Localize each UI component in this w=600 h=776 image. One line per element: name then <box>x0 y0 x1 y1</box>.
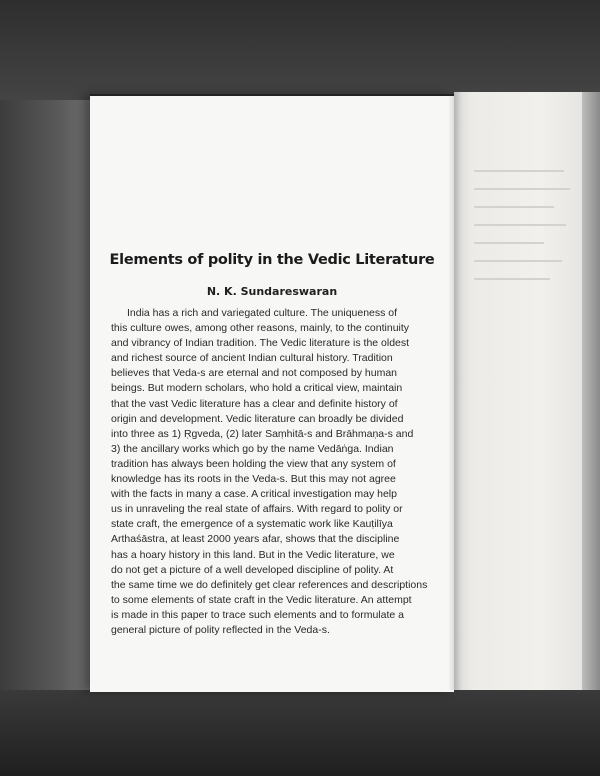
body-line: tradition has always been holding the view that any system of <box>111 457 396 470</box>
article-body <box>111 306 438 638</box>
facing-page <box>454 92 600 690</box>
body-line: and vibrancy of Indian tradition. The Vedic literature is the oldest <box>111 337 410 350</box>
book-gutter <box>448 92 462 690</box>
body-line: us in unraveling the real state of affairs. With regard to polity or <box>111 503 403 516</box>
body-line: beings. But modern scholars, who hold a critical view, maintain <box>111 382 403 395</box>
body-line: believes that Veda-s are eternal and not composed by human <box>111 367 398 380</box>
body-line: and richest source of ancient Indian cultural history. Tradition <box>111 352 393 365</box>
body-line: India has a rich and variegated culture. The uniqueness of <box>127 307 398 319</box>
body-line: that the vast Vedic literature has a clear and definite history of <box>111 397 398 410</box>
bleed-through-line <box>474 170 564 172</box>
bleed-through-line <box>474 242 544 244</box>
body-line: into three as 1) Ṛgveda, (2) later Saṃhitā-s and Brāhmaṇa-s and <box>111 427 414 440</box>
body-line: the same time we do definitely get clear references and descriptions <box>111 578 428 591</box>
bleed-through-line <box>474 224 566 226</box>
body-line: has a hoary history in this land. But in the Vedic literature, we <box>111 548 395 561</box>
body-line: knowledge has its roots in the Veda-s. But this may not agree <box>111 473 396 486</box>
body-line: with the facts in many a case. A critical investigation may help <box>111 488 397 501</box>
bleed-through-line <box>474 278 550 280</box>
body-line: is made in this paper to trace such elements and to formulate a <box>111 608 404 621</box>
body-line: this culture owes, among other reasons, mainly, to the continuity <box>111 322 410 335</box>
body-line: to some elements of state craft in the Vedic literature. An attempt <box>111 593 412 606</box>
article-title: Elements of polity in the Vedic Literature <box>109 252 435 268</box>
body-line: Arthaśāstra, at least 2000 years afar, shows that the discipline <box>111 533 400 546</box>
facing-page-edge <box>582 92 600 690</box>
article-author: N. K. Sundareswaran <box>206 285 338 298</box>
body-line: state craft, the emergence of a systematic work like Kauṭilīya <box>111 518 393 531</box>
body-line: general picture of polity reflected in the Veda-s. <box>111 623 330 636</box>
bleed-through-line <box>474 206 554 208</box>
scan-background-top <box>0 0 600 100</box>
body-line: origin and development. Vedic literature can broadly be divided <box>111 412 404 425</box>
body-line: do not get a picture of a well developed discipline of polity. At <box>111 563 394 576</box>
scan-background-bottom <box>0 690 600 776</box>
bleed-through-line <box>474 188 570 190</box>
body-line: 3) the ancillary works which go by the name Vedāṅga. Indian <box>111 442 394 455</box>
bleed-through-line <box>474 260 562 262</box>
